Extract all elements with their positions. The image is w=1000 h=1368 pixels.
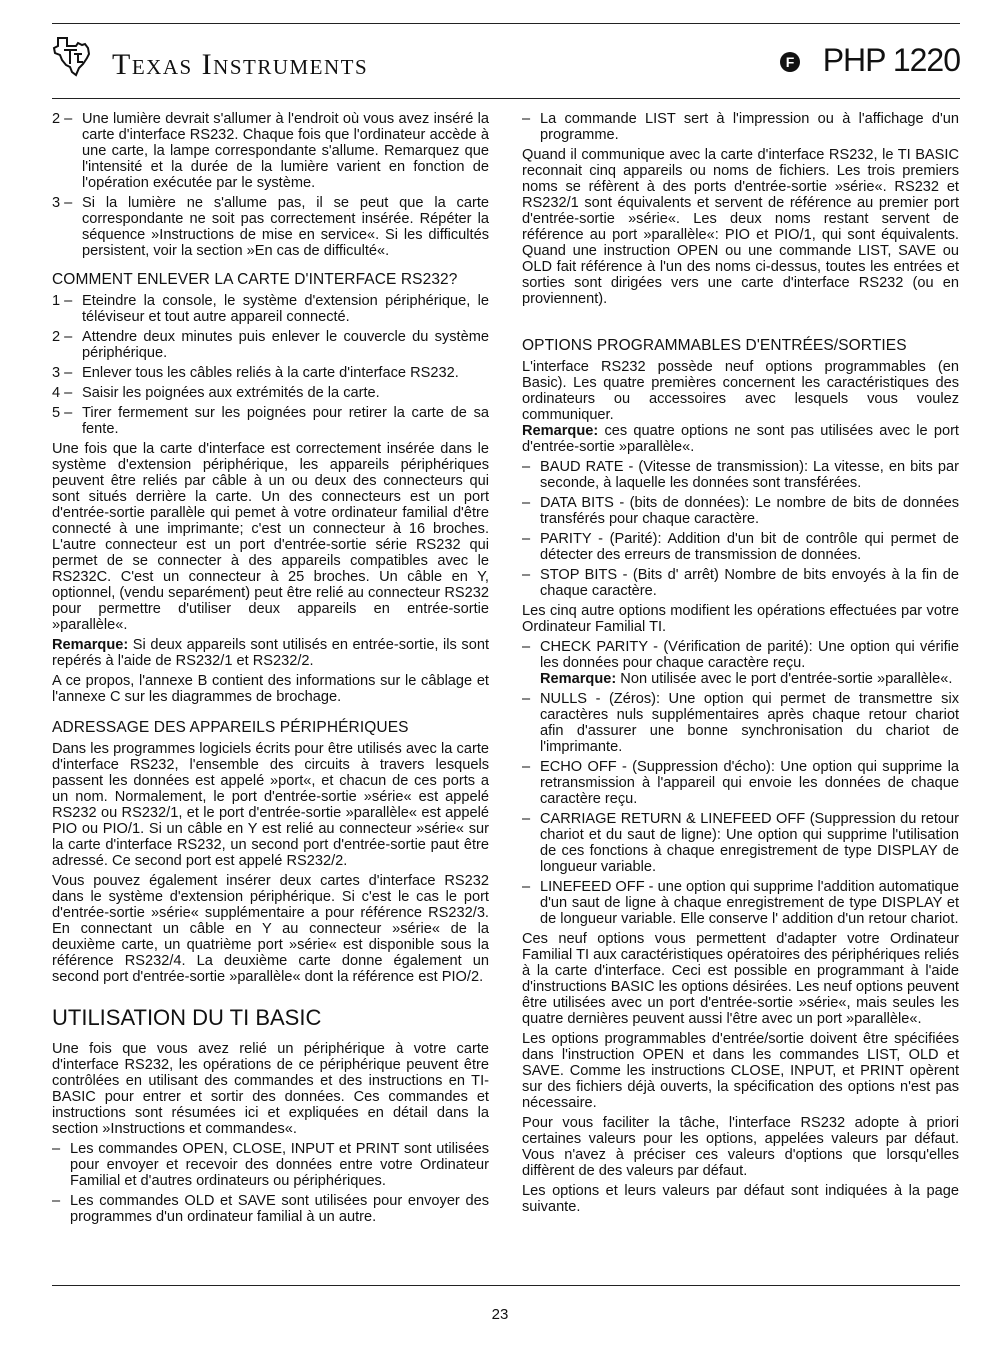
paragraph: Les options et leurs valeurs par défaut sont indiquées à la page suivante. <box>522 1183 959 1215</box>
dash-bullet: – <box>522 691 531 707</box>
list-item <box>52 111 489 191</box>
list-item <box>52 329 489 361</box>
item-text: Tirer fermement sur les poignées pour retirer la carte de sa fente. <box>82 405 489 437</box>
dash-bullet: – <box>522 879 531 895</box>
remark-label: Remarque: <box>52 637 129 653</box>
remark-text: ces quatre options ne sont pas utilisées avec le port d'entrée-sortie »parallèle«. <box>522 423 959 455</box>
section-heading: COMMENT ENLEVER LA CARTE D'INTERFACE RS232? <box>52 271 458 288</box>
page-number: 23 <box>491 1306 509 1323</box>
dash-bullet: – <box>52 1193 61 1209</box>
item-text: Si la lumière ne s'allume pas, il se peut que la carte correspondante ne soit pas correctement insérée. Répéter la séquence »Instructions de mise en service«. Si les difficultés persistent, voir la section »En cas de difficulté«. <box>82 195 489 259</box>
list-item <box>52 1193 489 1225</box>
left-column <box>52 111 489 1229</box>
remark-text: Non utilisée avec le port d'entrée-sortie »parallèle«. <box>616 671 953 687</box>
dash-bullet: – <box>522 495 531 511</box>
list-item <box>52 405 489 437</box>
list-item <box>52 293 489 325</box>
dash-bullet: – <box>522 639 531 655</box>
dash-bullet: – <box>522 111 531 127</box>
list-item <box>522 759 959 807</box>
paragraph: Ces neuf options vous permettent d'adapter votre Ordinateur Familial TI aux caractéristiques opératoires des périphériques reliés à la carte d'interface. Ceci est possible en programmant à l'aide d'instructions BASIC les options désirées. Les neuf options peuvent être utilisées avec un port d'entrée-sortie »série«, mais seules les quatre dernières peuvent aussi l'être avec un port »parallèle«. <box>522 931 959 1027</box>
paragraph: Vous pouvez également insérer deux cartes d'interface RS232 dans le système d'extension périphérique. Si c'est le cas le port d'entrée-sortie »série« supplémentaire a pour référence RS232/3. En connectant un câble en Y au connecteur »série« de la deuxième carte, un quatrième port »série« est disponible sous la référence RS232/4. La deuxième carte donne également un second port d'entrée-sortie »parallèle« dont la référence est PIO/2. <box>52 873 489 985</box>
item-text: CARRIAGE RETURN & LINEFEED OFF (Suppression du retour chariot et du saut de ligne): Une option qui supprime l'utilisation de ces fonctions à chaque enregistrement de type DISPLAY de longueur variable. <box>540 811 959 875</box>
item-number: 3 – <box>52 365 73 381</box>
list-item <box>522 531 959 563</box>
item-text: BAUD RATE - (Vitesse de transmission): La vitesse, en bits par seconde, à laquelle les données sont transférées. <box>540 459 959 491</box>
remark-label: Remarque: <box>522 423 599 439</box>
item-text: Les commandes OLD et SAVE sont utilisées pour envoyer des programmes d'un ordinateur familial à un autre. <box>70 1193 489 1225</box>
item-text: LINEFEED OFF - une option qui supprime l'addition automatique d'un saut de ligne à chaque enregistrement de type DISPLAY et de longueur variable. Elle conserve l' addition d'un retour chariot. <box>540 879 959 927</box>
item-text: STOP BITS - (Bits d' arrêt) Nombre de bits envoyés à la fin de chaque caractère. <box>540 567 959 599</box>
dash-bullet: – <box>522 811 531 827</box>
item-text: CHECK PARITY - (Vérification de parité): Une option qui vérifie les données pour chaque caractère reçu. <box>540 639 959 671</box>
list-item <box>522 111 959 143</box>
item-text: Enlever tous les câbles reliés à la carte d'interface RS232. <box>82 365 459 381</box>
footer-rule <box>52 1285 960 1286</box>
item-text: Saisir les poignées aux extrémités de la carte. <box>82 385 380 401</box>
dash-bullet: – <box>522 567 531 583</box>
dash-bullet: – <box>522 459 531 475</box>
product-code: PHP 1220 <box>822 42 960 78</box>
paragraph: Dans les programmes logiciels écrits pour être utilisés avec la carte d'interface RS232, l'ensemble des circuits à travers lesquels passent les données est appelé »port«, et chacun de ces ports a un nom. Normalement, le port d'entrée-sortie »série« est appelé RS232 ou RS232/1, et le port d'entrée-sortie »parallèle« est appelé PIO ou PIO/1. Si un câble en Y est relié au connecteur »série« sur la carte d'interface RS232, un second port d'entrée-sortie paut être adressé. Ce second port est appelé RS232/2. <box>52 741 489 869</box>
paragraph: A ce propos, l'annexe B contient des informations sur le câblage et l'annexe C sur les diagrammes de brochage. <box>52 673 489 705</box>
ti-logo-icon <box>52 34 96 80</box>
item-number: 4 – <box>52 385 73 401</box>
top-rule <box>52 23 960 24</box>
item-text: DATA BITS - (bits de données): Le nombre de bits de données transférés pour chaque caractère. <box>540 495 959 527</box>
list-item <box>522 879 959 927</box>
item-text: Eteindre la console, le système d'extension périphérique, le téléviseur et tout autre appareil connecté. <box>82 293 489 325</box>
paragraph: Quand il communique avec la carte d'interface RS232, le TI BASIC reconnait cinq appareils ou noms de fichiers. Les trois premiers noms se réfèrent à des ports d'entrée-sortie »série«. RS232 et RS232/1 sont équivalents et servent de référence au premier port d'entrée-sortie »série«. Les deux noms restant servent de référence au port »parallèle«: PIO et PIO/1, qui sont équivalents. Quand une instruction OPEN ou une commande LIST, SAVE ou OLD fait référence à l'un des noms ci-dessus, toutes les entrées et sorties sont dirigées vers une carte d'interface RS232 (ou en proviennent). <box>522 147 959 307</box>
paragraph: Pour vous faciliter la tâche, l'interface RS232 adopte à priori certaines valeurs pour les options, appelées valeurs par défaut. Vous n'avez à préciser ces valeurs d'options que lorsqu'elles diffèrent de des valeurs par défaut. <box>522 1115 959 1179</box>
list-item <box>52 365 489 381</box>
paragraph: Les options programmables d'entrée/sortie doivent être spécifiées dans l'instruction OPEN et dans les commandes LIST, OLD et SAVE. Comme les instructions CLOSE, INPUT, et PRINT opèrent sur des fichiers déjà ouverts, la spécification des options n'est pas nécessaire. <box>522 1031 959 1111</box>
item-text: Une lumière devrait s'allumer à l'endroit où vous avez inséré la carte d'interface RS232. Chaque fois que l'ordinateur accède à une carte, la lampe correspondante s'allume. Remarquez que l'intensité et la durée de la lumière varient en fonction de l'opération exécutée par le système. <box>82 111 489 191</box>
remark-label: Remarque: <box>540 671 617 687</box>
item-text: Les commandes OPEN, CLOSE, INPUT et PRINT sont utilisées pour envoyer et recevoir des données entre votre Ordinateur Familial et d'autres ordinateurs ou périphériques. <box>70 1141 489 1189</box>
paragraph: L'interface RS232 possède neuf options programmables (en Basic). Les quatre premières concernent les caractéristiques des ordinateurs ou accessoires avec lesquels vous voulez communiquer. <box>522 359 959 423</box>
list-item <box>52 195 489 259</box>
item-text: La commande LIST sert à l'impression ou à l'affichage d'un programme. <box>540 111 959 143</box>
section-heading: OPTIONS PROGRAMMABLES D'ENTRÉES/SORTIES <box>522 337 907 354</box>
paragraph <box>52 637 489 669</box>
item-text: Attendre deux minutes puis enlever le couvercle du système périphérique. <box>82 329 489 361</box>
item-number: 3 – <box>52 195 73 211</box>
item-text: NULLS - (Zéros): Une option qui permet de transmettre six caractères nuls supplémentaires après chaque retour chariot afin d'assurer une bonne synchronisation du chariot de l'imprimante. <box>540 691 959 755</box>
dash-bullet: – <box>522 759 531 775</box>
list-item <box>522 811 959 875</box>
paragraph <box>522 423 959 455</box>
item-number: 2 – <box>52 111 73 127</box>
dash-bullet: – <box>522 531 531 547</box>
language-badge: F <box>780 52 800 72</box>
item-text: ECHO OFF - (Suppression d'écho): Une option qui supprime la retransmission à l'appareil qui envoie les données de chaque caractère reçu. <box>540 759 959 807</box>
list-item <box>522 495 959 527</box>
section-heading: ADRESSAGE DES APPAREILS PÉRIPHÉRIQUES <box>52 719 409 736</box>
list-item <box>52 1141 489 1189</box>
list-item <box>522 639 959 687</box>
right-column <box>522 111 959 1219</box>
item-text: PARITY - (Parité): Addition d'un bit de contrôle qui permet de détecter des erreurs de transmission de données. <box>540 531 959 563</box>
paragraph: Les cinq autre options modifient les opérations effectuées par votre Ordinateur Familial TI. <box>522 603 959 635</box>
page-header <box>52 34 960 90</box>
list-item <box>52 385 489 401</box>
list-item <box>522 567 959 599</box>
paragraph: Une fois que la carte d'interface est correctement insérée dans le système d'extension périphérique, les appareils périphériques peuvent être reliés par câble à un ou deux des connecteurs qui sont situés derrière la carte. Un des connecteurs est un port d'entrée-sortie parallèle qui pemet à votre ordinateur familial d'être connecté à une imprimante; c'est un connecteur à 16 broches. L'autre connecteur est un port d'entrée-sortie série RS232 qui permet de se connecter à des appareils compatibles avec le RS232C. C'est un connecteur à 25 broches. Un câble en Y, optionnel, (vendu separément) peut être relié au connecteur RS232 pour permettre d'utiliser deux appareils en entrée-sortie »parallèle«. <box>52 441 489 633</box>
item-number: 1 – <box>52 293 73 309</box>
brand-name: Texas Instruments <box>112 48 369 81</box>
dash-bullet: – <box>52 1141 61 1157</box>
list-item <box>522 691 959 755</box>
list-item <box>522 459 959 491</box>
remark-text: Si deux appareils sont utilisés en entrée-sortie, ils sont repérés à l'aide de RS232/1 et RS232/2. <box>52 637 489 669</box>
paragraph: Une fois que vous avez relié un périphérique à votre carte d'interface RS232, les opérations de ce périphérique peuvent être contrôlées en utilisant des commandes et des instructions en TI-BASIC pour entrer et sortir des données. Ces commandes et instructions sont résumées ici et expliquées en détail dans la section »Instructions et commandes«. <box>52 1041 489 1137</box>
chapter-heading: UTILISATION DU TI BASIC <box>52 1005 322 1030</box>
item-number: 5 – <box>52 405 73 421</box>
header-rule <box>52 98 960 99</box>
item-number: 2 – <box>52 329 73 345</box>
